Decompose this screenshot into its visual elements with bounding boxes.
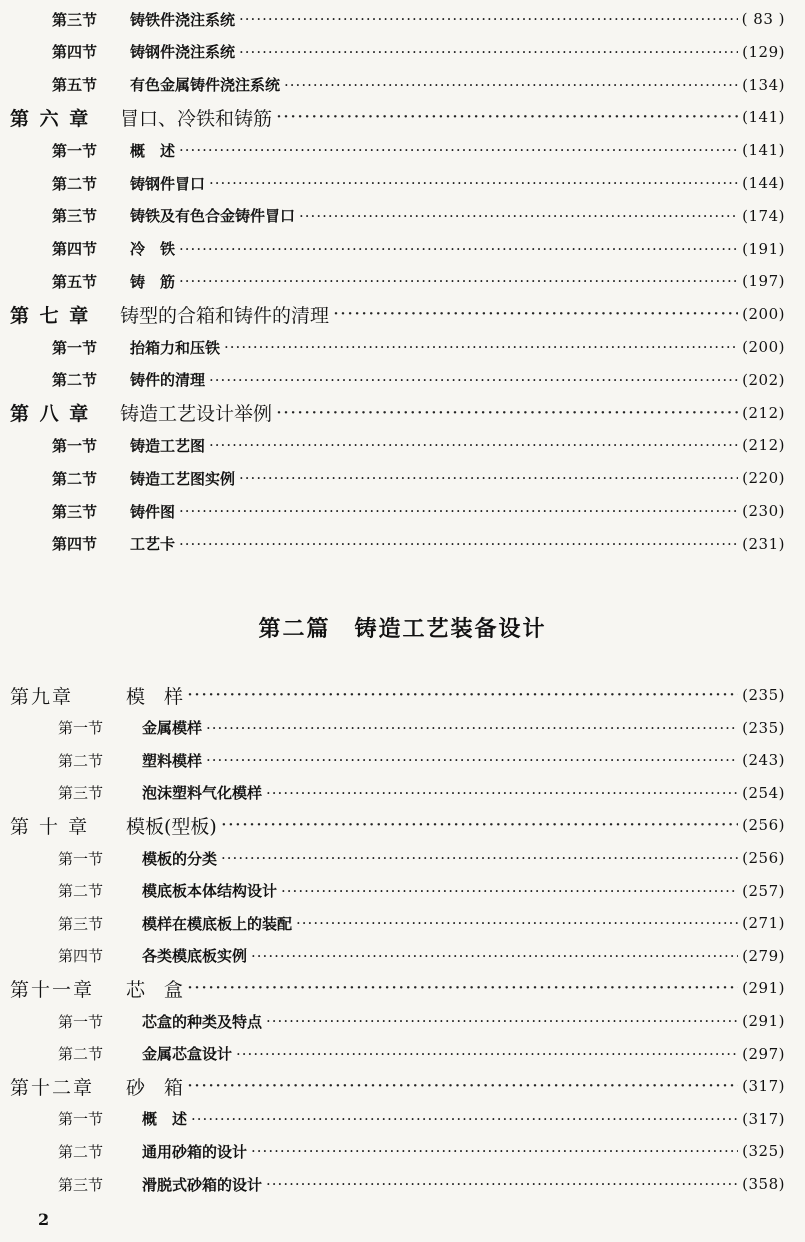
dot-leader	[251, 947, 738, 965]
dot-leader	[206, 719, 738, 737]
entry-title: 铸件的清理	[130, 371, 206, 390]
entry-page: (235)	[742, 686, 785, 704]
dot-leader	[281, 882, 738, 900]
entry-title: 芯 盒	[126, 978, 184, 1001]
entry-title: 铸型的合箱和铸件的清理	[120, 304, 330, 327]
dot-leader	[239, 10, 738, 28]
entry-page: ( 83 )	[741, 10, 785, 28]
entry-page: (358)	[742, 1175, 785, 1193]
entry-title: 铸造工艺设计举例	[120, 403, 273, 426]
dot-leader	[266, 1175, 738, 1193]
toc-section-entry	[0, 70, 805, 100]
toc-section-entry	[0, 463, 805, 493]
entry-number: 第 六 章	[10, 107, 91, 130]
dot-leader	[179, 272, 738, 290]
entry-page: (231)	[742, 534, 785, 553]
dot-leader	[187, 684, 738, 706]
entry-page: (200)	[742, 305, 785, 324]
entry-page: (134)	[742, 75, 785, 94]
toc-section-entry	[0, 135, 805, 165]
toc-section-entry	[0, 529, 805, 559]
entry-number: 第一节	[52, 141, 98, 160]
entry-number: 第二节	[58, 882, 104, 901]
entry-title: 冒口、冷铁和铸筋	[120, 107, 273, 130]
entry-title: 模样在模底板上的装配	[142, 914, 293, 933]
entry-title: 工艺卡	[130, 535, 176, 554]
entry-title: 铸铁及有色合金铸件冒口	[130, 207, 296, 226]
entry-title: 铸铁件浇注系统	[130, 10, 236, 29]
dot-leader	[179, 502, 738, 520]
entry-number: 第三节	[58, 914, 104, 933]
toc-chapter-entry	[0, 810, 805, 840]
toc-chapter-entry	[0, 1071, 805, 1101]
entry-number: 第二节	[58, 1142, 104, 1161]
entry-page: (141)	[742, 108, 785, 127]
toc-section-entry	[0, 234, 805, 264]
toc-chapter-entry	[0, 680, 805, 710]
entry-title: 塑料模样	[142, 751, 203, 770]
dot-leader	[266, 1012, 738, 1030]
entry-title: 铸钢件浇注系统	[130, 43, 236, 62]
entry-page: (144)	[742, 174, 785, 192]
entry-title: 概 述	[142, 1110, 188, 1129]
toc-chapter-entry	[0, 973, 805, 1003]
entry-title: 金属芯盒设计	[142, 1045, 233, 1064]
entry-number: 第 十 章	[10, 815, 90, 838]
entry-page: (297)	[742, 1044, 785, 1063]
entry-title: 铸件图	[130, 502, 176, 521]
dot-leader	[239, 43, 738, 61]
entry-number: 第四节	[58, 947, 104, 966]
toc-section-entry	[0, 745, 805, 775]
toc-section-entry	[0, 37, 805, 67]
entry-number: 第三节	[58, 1175, 104, 1194]
toc-section-entry	[0, 365, 805, 395]
entry-number: 第三节	[58, 784, 104, 803]
entry-page: (257)	[742, 881, 785, 900]
toc-section-entry	[0, 332, 805, 362]
entry-page: (279)	[742, 946, 785, 965]
entry-title: 抬箱力和压铁	[130, 338, 221, 357]
entry-title: 泡沫塑料气化模样	[142, 784, 263, 803]
toc-chapter-entry	[0, 299, 805, 329]
entry-page: (212)	[742, 403, 785, 422]
toc-section-entry	[0, 430, 805, 460]
toc-section-entry	[0, 1104, 805, 1134]
entry-number: 第三节	[52, 10, 98, 29]
dot-leader	[284, 76, 738, 94]
dot-leader	[236, 1045, 738, 1063]
dot-leader	[209, 371, 738, 389]
entry-page: (271)	[742, 914, 785, 933]
entry-page: (220)	[742, 469, 785, 488]
entry-title: 金属模样	[142, 719, 203, 738]
entry-title: 铸造工艺图实例	[130, 469, 236, 488]
entry-page: (317)	[742, 1077, 785, 1096]
dot-leader	[224, 338, 738, 356]
toc-section-entry	[0, 908, 805, 938]
dot-leader	[209, 436, 738, 454]
dot-leader	[296, 914, 738, 932]
dot-leader	[209, 174, 738, 192]
dot-leader	[179, 535, 738, 553]
entry-page: (291)	[742, 1012, 785, 1030]
entry-title: 砂 箱	[126, 1076, 184, 1099]
toc-section-entry	[0, 1169, 805, 1199]
entry-number: 第一节	[58, 1110, 104, 1129]
toc-section-entry	[0, 4, 805, 34]
dot-leader	[333, 303, 738, 325]
entry-number: 第二节	[58, 1045, 104, 1064]
entry-number: 第一节	[58, 1012, 104, 1031]
entry-number: 第三节	[52, 502, 98, 521]
entry-number: 第四节	[52, 535, 98, 554]
dot-leader	[191, 1110, 738, 1128]
toc-section-entry	[0, 941, 805, 971]
entry-number: 第一节	[52, 436, 98, 455]
entry-title: 芯盒的种类及特点	[142, 1012, 263, 1031]
dot-leader	[276, 402, 738, 424]
dot-leader	[206, 751, 738, 769]
toc-section-entry	[0, 778, 805, 808]
toc-section-entry	[0, 1136, 805, 1166]
toc-section-entry	[0, 1039, 805, 1069]
entry-number: 第五节	[52, 272, 98, 291]
dot-leader	[179, 141, 738, 159]
toc-section-entry	[0, 496, 805, 526]
entry-number: 第二节	[52, 371, 98, 390]
toc-chapter-entry	[0, 398, 805, 428]
toc-section-entry	[0, 876, 805, 906]
entry-page: (256)	[742, 849, 785, 867]
entry-page: (174)	[742, 206, 785, 225]
entry-title: 模 样	[126, 685, 184, 708]
entry-page: (325)	[742, 1142, 785, 1161]
dot-leader	[221, 849, 738, 867]
dot-leader	[299, 207, 738, 225]
entry-number: 第一节	[58, 849, 104, 868]
entry-number: 第九章	[10, 685, 74, 708]
entry-page: (256)	[742, 816, 785, 835]
entry-title: 各类模底板实例	[142, 947, 248, 966]
entry-title: 概 述	[130, 141, 176, 160]
entry-title: 铸 筋	[130, 272, 176, 291]
entry-page: (243)	[742, 751, 785, 770]
entry-title: 冷 铁	[130, 240, 176, 259]
entry-page: (191)	[742, 239, 785, 258]
entry-number: 第五节	[52, 76, 98, 95]
entry-page: (317)	[742, 1109, 785, 1128]
dot-leader	[179, 240, 738, 258]
entry-page: (200)	[742, 338, 785, 356]
toc-section-entry	[0, 713, 805, 743]
entry-number: 第一节	[58, 719, 104, 738]
page-number: 2	[38, 1210, 50, 1229]
entry-number: 第四节	[52, 240, 98, 259]
toc-chapter-entry	[0, 102, 805, 132]
entry-page: (129)	[742, 42, 785, 61]
entry-page: (230)	[742, 502, 785, 520]
entry-number: 第二节	[52, 174, 98, 193]
entry-page: (141)	[742, 141, 785, 160]
entry-page: (212)	[742, 436, 785, 455]
dot-leader	[239, 469, 738, 487]
entry-number: 第十一章	[10, 978, 95, 1001]
entry-page: (197)	[742, 272, 785, 291]
entry-page: (291)	[742, 979, 785, 998]
entry-page: (235)	[742, 718, 785, 737]
dot-leader	[221, 814, 738, 836]
entry-number: 第四节	[52, 43, 98, 62]
toc-section-entry	[0, 1006, 805, 1036]
toc-section-entry	[0, 168, 805, 198]
entry-title: 铸钢件冒口	[130, 174, 206, 193]
entry-number: 第三节	[52, 207, 98, 226]
entry-page: (202)	[742, 370, 785, 389]
dot-leader	[266, 784, 738, 802]
entry-title: 滑脱式砂箱的设计	[142, 1175, 263, 1194]
entry-title: 模底板本体结构设计	[142, 882, 278, 901]
entry-number: 第十二章	[10, 1076, 95, 1099]
entry-title: 有色金属铸件浇注系统	[130, 76, 281, 95]
dot-leader	[276, 106, 738, 128]
entry-number: 第二节	[58, 751, 104, 770]
dot-leader	[187, 1075, 738, 1097]
toc-section-entry	[0, 201, 805, 231]
entry-number: 第 七 章	[10, 304, 91, 327]
entry-title: 模板(型板)	[126, 815, 217, 838]
toc-section-entry	[0, 266, 805, 296]
entry-number: 第二节	[52, 469, 98, 488]
dot-leader	[251, 1142, 738, 1160]
entry-title: 铸造工艺图	[130, 436, 206, 455]
entry-number: 第 八 章	[10, 403, 91, 426]
entry-title: 模板的分类	[142, 849, 218, 868]
entry-title: 通用砂箱的设计	[142, 1142, 248, 1161]
part-title: 第二篇 铸造工艺装备设计	[258, 616, 547, 642]
dot-leader	[187, 977, 738, 999]
entry-number: 第一节	[52, 338, 98, 357]
toc-section-entry	[0, 843, 805, 873]
entry-page: (254)	[742, 783, 785, 802]
